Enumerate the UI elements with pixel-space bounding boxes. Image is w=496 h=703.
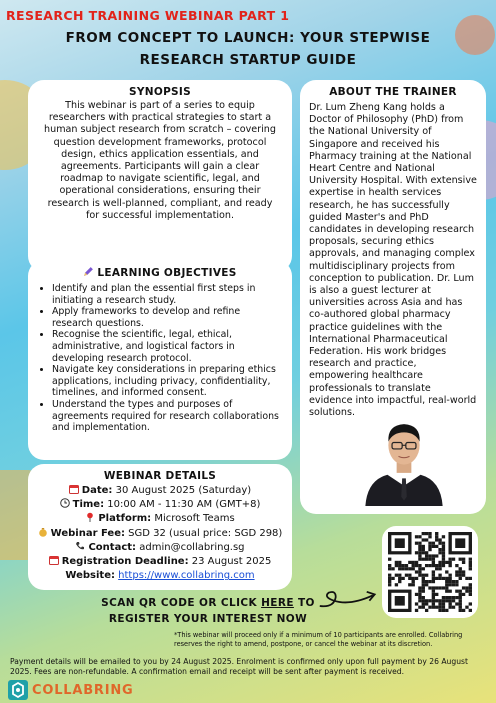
pin-icon bbox=[85, 512, 95, 522]
qr-code[interactable] bbox=[388, 532, 472, 612]
money-bag-icon bbox=[38, 527, 48, 537]
payment-note: Payment details will be emailed to you by 24 August 2025. Enrolment is confirmed only upon full payment by 26 August 2025. Fees are non-refundable. A confirmation email and receipt will be sent after payment is received. bbox=[10, 657, 468, 677]
cta-line2: REGISTER YOUR INTEREST NOW bbox=[108, 613, 308, 625]
phone-icon bbox=[75, 541, 85, 551]
qr-code-frame[interactable] bbox=[382, 526, 478, 618]
objectives-card bbox=[28, 260, 292, 460]
objectives-heading: LEARNING OBJECTIVES bbox=[97, 267, 237, 279]
detail-fee: Webinar Fee: SGD 32 (usual price: SGD 298) bbox=[34, 527, 286, 541]
detail-website: Website: https://www.collabring.com bbox=[65, 570, 255, 582]
objective-item: • Identify and plan the essential first steps in initiating a research study. bbox=[52, 283, 282, 306]
details-card bbox=[28, 464, 292, 590]
trainer-photo bbox=[358, 408, 450, 512]
synopsis-card bbox=[28, 80, 292, 272]
objective-item: • Navigate key considerations in preparing ethics applications, including privacy, confidentiality, timelines, and informed consent. bbox=[52, 364, 282, 399]
objective-item: • Understand the types and purposes of agreements required for research collaborations and implementation. bbox=[52, 399, 282, 434]
calendar-icon bbox=[69, 484, 79, 494]
detail-date: Date: 30 August 2025 (Saturday) bbox=[34, 484, 286, 498]
webinar-title-line2: RESEARCH STARTUP GUIDE bbox=[139, 52, 357, 68]
webinar-title-line1: FROM CONCEPT TO LAUNCH: YOUR STEPWISE bbox=[65, 30, 431, 46]
register-here-link[interactable]: HERE bbox=[261, 597, 294, 609]
trainer-bio: Dr. Lum Zheng Kang holds a Doctor of Philosophy (PhD) from the National University of Singapore and received his Pharmacy training at the National Heart Centre and National University Hospital. With extensive expertise in health services research, he has successfully guided Master's and PhD candidates in developing research proposals, securing ethics approvals, and managing complex multidisciplinary projects from conception to publication. Dr. Lum is also a guest lecturer at universities across Asia and has co-authored global pharmacy practice guidelines with the International Pharmaceutical Federation. His work bridges research and practice, empowering healthcare professionals to translate evidence into impactful, real-world solutions. bbox=[309, 102, 477, 419]
detail-platform: Platform: Microsoft Teams bbox=[34, 512, 286, 526]
objective-item: • Recognise the scientific, legal, ethical, administrative, and logistical factors in developing research protocol. bbox=[52, 329, 282, 364]
clock-icon bbox=[60, 498, 70, 508]
synopsis-text: This webinar is part of a series to equip researchers with practical strategies to start a human subject research from scratch – covering question development frameworks, protocol design, ethics application essentials, and agreements. Participants will gain a clear roadmap to navigate scientific, legal, and operational considerations, ensuring their research is well-planned, compliant, and ready for successful implementation. bbox=[44, 100, 276, 221]
cta-line1: SCAN QR CODE OR CLICK HERE TO bbox=[101, 597, 315, 609]
brand-name: COLLABRING bbox=[32, 682, 134, 698]
pencil-icon bbox=[83, 266, 94, 277]
collabring-logo bbox=[8, 680, 134, 700]
objectives-list bbox=[38, 283, 282, 434]
calendar-icon bbox=[49, 555, 59, 565]
objective-item: • Apply frameworks to develop and refine research questions. bbox=[52, 306, 282, 329]
trainer-card bbox=[300, 80, 486, 514]
minimum-participants-note: *This webinar will proceed only if a minimum of 10 participants are enrolled. Collabring reserves the right to amend, postpone, or cancel the webinar at its discretion. bbox=[174, 631, 463, 648]
detail-time: Time: 10:00 AM - 11:30 AM (GMT+8) bbox=[34, 498, 286, 512]
collabring-logo-mark bbox=[8, 680, 28, 700]
trainer-heading: ABOUT THE TRAINER bbox=[329, 86, 457, 98]
detail-contact: Contact: admin@collabring.sg bbox=[34, 541, 286, 555]
detail-deadline: Registration Deadline: 23 August 2025 bbox=[34, 555, 286, 569]
objectives-heading-row bbox=[38, 266, 282, 279]
website-link[interactable]: https://www.collabring.com bbox=[118, 570, 255, 582]
series-tag: RESEARCH TRAINING WEBINAR PART 1 bbox=[6, 8, 290, 23]
details-heading: WEBINAR DETAILS bbox=[103, 470, 217, 482]
synopsis-heading: SYNOPSIS bbox=[128, 86, 191, 98]
